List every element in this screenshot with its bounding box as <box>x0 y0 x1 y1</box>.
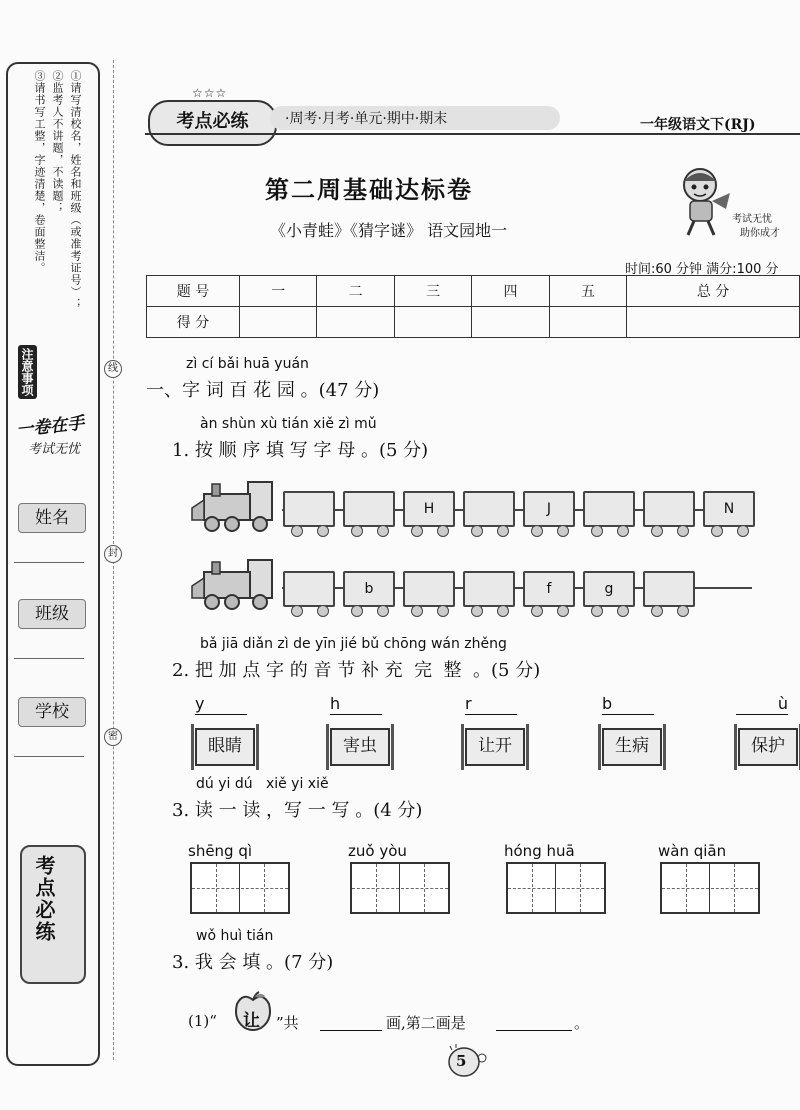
train-engine-icon <box>190 556 282 612</box>
mascot-text: 考试无忧 <box>732 214 772 225</box>
train-car[interactable] <box>283 491 335 527</box>
mascot-icon <box>668 165 738 240</box>
class-write-line[interactable] <box>14 658 84 659</box>
wheel-icon <box>377 525 389 537</box>
school-write-line[interactable] <box>14 756 84 757</box>
wheel-icon <box>291 605 303 617</box>
q4-sub1-prefix: (1)“ <box>188 1012 217 1030</box>
pinyin-blank[interactable]: r <box>465 694 517 715</box>
grid-guide <box>734 864 735 912</box>
word-sign: 害虫 <box>330 728 390 766</box>
wheel-icon <box>351 525 363 537</box>
score-cell[interactable] <box>317 307 394 338</box>
header-logo: 考点必练 <box>148 100 277 146</box>
stroke-count-blank[interactable] <box>320 1010 382 1031</box>
notice-item: ①请写清校名，姓名和班级（或准考证号）； <box>69 70 82 310</box>
wheel-icon <box>377 605 389 617</box>
sidebar-logo-text: 考点必练 <box>32 855 56 943</box>
table-cell: 题 号 <box>147 276 240 307</box>
table-cell: 二 <box>317 276 394 307</box>
wheel-icon <box>531 525 543 537</box>
writing-grid[interactable] <box>190 862 290 914</box>
train-car[interactable]: N <box>703 491 755 527</box>
wheel-icon <box>411 525 423 537</box>
wheel-icon <box>317 605 329 617</box>
q3-text: 3. 读 一 读 ，写 一 写 。(4 分) <box>172 800 423 821</box>
section1-pinyin: zì cí bǎi huā yuán <box>186 356 309 372</box>
notice-list <box>14 70 88 340</box>
grid-pinyin: wàn qiān <box>658 842 727 860</box>
grid-guide <box>216 864 217 912</box>
writing-grid[interactable] <box>350 862 450 914</box>
wheel-icon <box>437 605 449 617</box>
name-field-label: 姓名 <box>18 503 86 533</box>
score-cell[interactable] <box>394 307 471 338</box>
notice-item: ②监考人不讲题，不读题； <box>51 70 64 214</box>
wheel-icon <box>557 605 569 617</box>
grid-pinyin: zuǒ yòu <box>348 842 407 860</box>
class-field-label: 班级 <box>18 599 86 629</box>
train-car[interactable] <box>463 491 515 527</box>
word-sign: 让开 <box>465 728 525 766</box>
table-cell: 四 <box>472 276 549 307</box>
train-engine-icon <box>190 478 282 534</box>
word-sign: 保护 <box>738 728 798 766</box>
header-rule <box>145 133 800 135</box>
score-table <box>146 275 800 338</box>
grid-guide <box>352 888 448 889</box>
pinyin-blank[interactable]: b <box>602 694 654 715</box>
cut-mark: 封 <box>104 545 122 563</box>
wheel-icon <box>471 525 483 537</box>
q4-pinyin: wǒ huì tián <box>196 928 274 944</box>
section1-title: 一、字 词 百 花 园 。(47 分) <box>146 380 380 401</box>
table-cell: 总 分 <box>627 276 800 307</box>
mascot-text: 助你成才 <box>740 228 780 239</box>
train-car[interactable] <box>343 491 395 527</box>
q3-pinyin: dú yi dú xiě yi xiě <box>196 776 329 792</box>
pinyin-blank[interactable]: h <box>330 694 382 715</box>
train-car[interactable]: J <box>523 491 575 527</box>
grid-pinyin: shēng qì <box>188 842 253 860</box>
wheel-icon <box>291 525 303 537</box>
wheel-icon <box>317 525 329 537</box>
header-nav: ·周考·月考·单元·期中·期末 <box>285 111 448 127</box>
train-car[interactable] <box>583 491 635 527</box>
word-sign: 生病 <box>602 728 662 766</box>
name-write-line[interactable] <box>14 562 84 563</box>
grid-pinyin: hóng huā <box>504 842 575 860</box>
wheel-icon <box>351 605 363 617</box>
train-car[interactable]: f <box>523 571 575 607</box>
score-cell[interactable] <box>240 307 317 338</box>
train-car[interactable]: b <box>343 571 395 607</box>
header-grade: 一年级语文下(RJ) <box>640 117 756 133</box>
wheel-icon <box>617 525 629 537</box>
train-car[interactable] <box>643 491 695 527</box>
wheel-icon <box>677 605 689 617</box>
wheel-icon <box>651 605 663 617</box>
wheel-icon <box>557 525 569 537</box>
score-cell[interactable] <box>472 307 549 338</box>
page-number: 5 <box>456 1052 467 1070</box>
score-cell[interactable] <box>549 307 626 338</box>
writing-grid[interactable] <box>660 862 760 914</box>
q4-text: 3. 我 会 填 。(7 分) <box>172 952 334 973</box>
wheel-icon <box>471 605 483 617</box>
second-stroke-blank[interactable] <box>496 1010 572 1031</box>
wheel-icon <box>711 525 723 537</box>
grid-guide <box>532 864 533 912</box>
train-car[interactable]: g <box>583 571 635 607</box>
time-info: 时间:60 分钟 满分:100 分 <box>625 262 779 277</box>
grid-guide <box>424 864 425 912</box>
word-sign: 眼睛 <box>195 728 255 766</box>
table-cell: 一 <box>240 276 317 307</box>
grid-guide <box>580 864 581 912</box>
train-car[interactable] <box>283 571 335 607</box>
apple-char: 让 <box>243 1011 260 1031</box>
wheel-icon <box>737 525 749 537</box>
wheel-icon <box>591 525 603 537</box>
grid-guide <box>376 864 377 912</box>
cut-mark: 线 <box>104 360 122 378</box>
page-subtitle: 《小青蛙》《猜字谜》 语文园地一 <box>270 221 508 240</box>
wheel-icon <box>677 525 689 537</box>
score-table-header-row <box>147 276 800 307</box>
writing-grid[interactable] <box>506 862 606 914</box>
train-car[interactable] <box>463 571 515 607</box>
q1-text: 1. 按 顺 序 填 写 字 母 。(5 分) <box>172 440 429 461</box>
grid-guide <box>264 864 265 912</box>
school-field-label: 学校 <box>18 697 86 727</box>
wheel-icon <box>591 605 603 617</box>
score-cell[interactable] <box>627 307 800 338</box>
grid-guide <box>192 888 288 889</box>
wheel-icon <box>497 525 509 537</box>
q2-pinyin: bǎ jiā diǎn zì de yīn jié bǔ chōng wán zhěng <box>200 636 507 652</box>
q4-sub1-mid: ”共 <box>276 1014 299 1032</box>
train-car[interactable] <box>643 571 695 607</box>
grid-guide <box>662 888 758 889</box>
slogan-line2: 考试无忧 <box>28 442 81 457</box>
wheel-icon <box>411 605 423 617</box>
notice-title: 注意事项 <box>18 345 37 399</box>
pinyin-blank[interactable]: y <box>195 694 247 715</box>
wheel-icon <box>531 605 543 617</box>
table-cell: 得 分 <box>147 307 240 338</box>
grid-guide <box>508 888 604 889</box>
wheel-icon <box>497 605 509 617</box>
q4-sub1-end: 。 <box>574 1014 590 1032</box>
wheel-icon <box>617 605 629 617</box>
slogan-line1: 一卷在手 <box>15 413 86 441</box>
notice-item: ③请书写工整，字迹清楚，卷面整洁。 <box>33 70 46 274</box>
table-cell: 五 <box>549 276 626 307</box>
pinyin-blank[interactable]: ù <box>736 694 788 715</box>
q4-sub1-mid2: 画,第二画是 <box>386 1014 466 1032</box>
q2-text: 2. 把 加 点 字 的 音 节 补 充 完 整 。(5 分) <box>172 660 541 681</box>
train-car[interactable]: H <box>403 491 455 527</box>
wheel-icon <box>651 525 663 537</box>
q1-pinyin: àn shùn xù tián xiě zì mǔ <box>200 416 377 432</box>
wheel-icon <box>437 525 449 537</box>
score-table-score-row <box>147 307 800 338</box>
grid-guide <box>686 864 687 912</box>
page-title: 第二周基础达标卷 <box>265 175 473 204</box>
train-car[interactable] <box>403 571 455 607</box>
header-stars: ☆☆☆ <box>192 86 228 100</box>
table-cell: 三 <box>394 276 471 307</box>
cut-mark: 密 <box>104 728 122 746</box>
